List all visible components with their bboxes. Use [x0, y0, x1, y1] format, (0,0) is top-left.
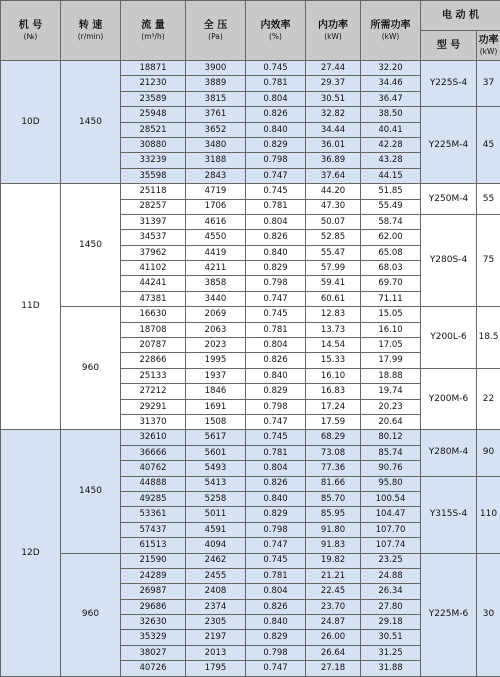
- required-power-cell: 18.88: [361, 368, 421, 383]
- table-row: [1, 307, 500, 322]
- inner-efficiency-cell: 0.798: [246, 522, 306, 537]
- required-power-cell: 55.49: [361, 199, 421, 214]
- required-power-cell: 80.12: [361, 430, 421, 445]
- inner-power-cell: 44.20: [306, 184, 361, 199]
- inner-power-cell: 68.29: [306, 430, 361, 445]
- inner-efficiency-cell: 0.745: [246, 184, 306, 199]
- inner-efficiency-cell: 0.781: [246, 568, 306, 583]
- inner-power-cell: 30.51: [306, 91, 361, 106]
- motor-model-cell: Y225S-4: [421, 61, 477, 107]
- pressure-cell: 5258: [186, 491, 246, 506]
- speed-cell: 1450: [61, 61, 121, 184]
- required-power-cell: 20.64: [361, 414, 421, 429]
- inner-efficiency-cell: 0.745: [246, 553, 306, 568]
- required-power-cell: 69.70: [361, 276, 421, 291]
- required-power-cell: 42.28: [361, 137, 421, 152]
- inner-power-cell: 24.87: [306, 615, 361, 630]
- required-power-cell: 51.85: [361, 184, 421, 199]
- inner-power-cell: 85.70: [306, 491, 361, 506]
- inner-efficiency-cell: 0.781: [246, 199, 306, 214]
- required-power-cell: 34.46: [361, 76, 421, 91]
- motor-power-cell: 110: [477, 476, 500, 553]
- required-power-cell: 43.28: [361, 153, 421, 168]
- pressure-cell: 2843: [186, 168, 246, 183]
- inner-efficiency-cell: 0.840: [246, 245, 306, 260]
- inner-efficiency-cell: 0.826: [246, 599, 306, 614]
- header-flow: 流 量 (m³/h): [121, 1, 186, 61]
- required-power-cell: 40.41: [361, 122, 421, 137]
- header-inner-efficiency: 内效率 (%): [246, 1, 306, 61]
- pressure-cell: 3858: [186, 276, 246, 291]
- inner-efficiency-cell: 0.798: [246, 399, 306, 414]
- inner-efficiency-cell: 0.781: [246, 445, 306, 460]
- inner-power-cell: 29.37: [306, 76, 361, 91]
- required-power-cell: 44.15: [361, 168, 421, 183]
- inner-power-cell: 91.80: [306, 522, 361, 537]
- required-power-cell: 85.74: [361, 445, 421, 460]
- motor-model-cell: Y250M-4: [421, 184, 477, 215]
- motor-power-cell: 37: [477, 61, 500, 107]
- inner-efficiency-cell: 0.798: [246, 276, 306, 291]
- pressure-cell: 4719: [186, 184, 246, 199]
- flow-cell: 28521: [121, 122, 186, 137]
- pressure-cell: 3889: [186, 76, 246, 91]
- required-power-cell: 38.50: [361, 107, 421, 122]
- flow-cell: 40762: [121, 461, 186, 476]
- inner-efficiency-cell: 0.745: [246, 61, 306, 76]
- header-motor: 电 动 机: [421, 1, 500, 31]
- inner-efficiency-cell: 0.804: [246, 584, 306, 599]
- flow-cell: 24289: [121, 568, 186, 583]
- required-power-cell: 27.80: [361, 599, 421, 614]
- flow-cell: 27212: [121, 384, 186, 399]
- pressure-cell: 4419: [186, 245, 246, 260]
- inner-efficiency-cell: 0.745: [246, 307, 306, 322]
- inner-efficiency-cell: 0.747: [246, 414, 306, 429]
- required-power-cell: 29.18: [361, 615, 421, 630]
- inner-efficiency-cell: 0.840: [246, 368, 306, 383]
- inner-efficiency-cell: 0.826: [246, 476, 306, 491]
- inner-power-cell: 36.89: [306, 153, 361, 168]
- inner-efficiency-cell: 0.745: [246, 430, 306, 445]
- inner-power-cell: 73.08: [306, 445, 361, 460]
- inner-power-cell: 27.44: [306, 61, 361, 76]
- pressure-cell: 3761: [186, 107, 246, 122]
- flow-cell: 18708: [121, 322, 186, 337]
- pressure-cell: 5413: [186, 476, 246, 491]
- flow-cell: 21230: [121, 76, 186, 91]
- inner-power-cell: 37.64: [306, 168, 361, 183]
- flow-cell: 49285: [121, 491, 186, 506]
- required-power-cell: 95.80: [361, 476, 421, 491]
- pressure-cell: 3900: [186, 61, 246, 76]
- inner-efficiency-cell: 0.826: [246, 353, 306, 368]
- motor-power-cell: 30: [477, 553, 500, 676]
- inner-efficiency-cell: 0.829: [246, 137, 306, 152]
- header-motor-power: 功率 (kW): [477, 31, 500, 61]
- flow-cell: 37962: [121, 245, 186, 260]
- flow-cell: 36666: [121, 445, 186, 460]
- speed-cell: 1450: [61, 184, 121, 307]
- inner-power-cell: 55.47: [306, 245, 361, 260]
- required-power-cell: 90.76: [361, 461, 421, 476]
- inner-power-cell: 77.36: [306, 461, 361, 476]
- required-power-cell: 15.05: [361, 307, 421, 322]
- required-power-cell: 17.05: [361, 338, 421, 353]
- inner-power-cell: 59.41: [306, 276, 361, 291]
- inner-efficiency-cell: 0.826: [246, 107, 306, 122]
- header-inner-power: 内功率 (kW): [306, 1, 361, 61]
- inner-power-cell: 57.99: [306, 261, 361, 276]
- speed-cell: 960: [61, 553, 121, 676]
- pressure-cell: 1508: [186, 414, 246, 429]
- flow-cell: 47381: [121, 291, 186, 306]
- motor-model-cell: Y315S-4: [421, 476, 477, 553]
- pressure-cell: 1846: [186, 384, 246, 399]
- inner-efficiency-cell: 0.747: [246, 291, 306, 306]
- pressure-cell: 4591: [186, 522, 246, 537]
- inner-power-cell: 15.33: [306, 353, 361, 368]
- flow-cell: 38027: [121, 645, 186, 660]
- pressure-cell: 3188: [186, 153, 246, 168]
- required-power-cell: 36.47: [361, 91, 421, 106]
- flow-cell: 18871: [121, 61, 186, 76]
- inner-power-cell: 12.83: [306, 307, 361, 322]
- flow-cell: 33239: [121, 153, 186, 168]
- flow-cell: 41102: [121, 261, 186, 276]
- inner-efficiency-cell: 0.747: [246, 538, 306, 553]
- flow-cell: 53361: [121, 507, 186, 522]
- speed-cell: 960: [61, 307, 121, 430]
- inner-power-cell: 27.18: [306, 661, 361, 676]
- required-power-cell: 17.99: [361, 353, 421, 368]
- flow-cell: 25118: [121, 184, 186, 199]
- required-power-cell: 68.03: [361, 261, 421, 276]
- pressure-cell: 4616: [186, 214, 246, 229]
- inner-power-cell: 26.00: [306, 630, 361, 645]
- pressure-cell: 5011: [186, 507, 246, 522]
- model-no-cell: 10D: [1, 61, 61, 184]
- flow-cell: 31397: [121, 214, 186, 229]
- flow-cell: 16630: [121, 307, 186, 322]
- inner-efficiency-cell: 0.781: [246, 76, 306, 91]
- motor-power-cell: 90: [477, 430, 500, 476]
- required-power-cell: 107.74: [361, 538, 421, 553]
- inner-power-cell: 22.45: [306, 584, 361, 599]
- model-no-cell: 11D: [1, 184, 61, 430]
- pressure-cell: 5617: [186, 430, 246, 445]
- inner-power-cell: 26.64: [306, 645, 361, 660]
- pressure-cell: 4211: [186, 261, 246, 276]
- inner-efficiency-cell: 0.829: [246, 507, 306, 522]
- inner-efficiency-cell: 0.840: [246, 122, 306, 137]
- pressure-cell: 2013: [186, 645, 246, 660]
- inner-efficiency-cell: 0.804: [246, 214, 306, 229]
- flow-cell: 21590: [121, 553, 186, 568]
- motor-model-cell: Y280S-4: [421, 214, 477, 306]
- header-motor-model: 型 号: [421, 31, 477, 61]
- required-power-cell: 71.11: [361, 291, 421, 306]
- pressure-cell: 3480: [186, 137, 246, 152]
- flow-cell: 22866: [121, 353, 186, 368]
- pressure-cell: 2374: [186, 599, 246, 614]
- table-row: [1, 430, 500, 445]
- required-power-cell: 26.34: [361, 584, 421, 599]
- pressure-cell: 1995: [186, 353, 246, 368]
- inner-power-cell: 17.24: [306, 399, 361, 414]
- inner-efficiency-cell: 0.840: [246, 615, 306, 630]
- inner-power-cell: 81.66: [306, 476, 361, 491]
- pressure-cell: 2455: [186, 568, 246, 583]
- required-power-cell: 19.74: [361, 384, 421, 399]
- inner-efficiency-cell: 0.781: [246, 322, 306, 337]
- pressure-cell: 2069: [186, 307, 246, 322]
- inner-efficiency-cell: 0.829: [246, 630, 306, 645]
- flow-cell: 35598: [121, 168, 186, 183]
- inner-power-cell: 47.30: [306, 199, 361, 214]
- inner-efficiency-cell: 0.826: [246, 230, 306, 245]
- motor-model-cell: Y200M-6: [421, 368, 477, 430]
- required-power-cell: 62.00: [361, 230, 421, 245]
- pressure-cell: 4550: [186, 230, 246, 245]
- pressure-cell: 4094: [186, 538, 246, 553]
- pressure-cell: 2197: [186, 630, 246, 645]
- required-power-cell: 31.88: [361, 661, 421, 676]
- motor-power-cell: 55: [477, 184, 500, 215]
- motor-model-cell: Y225M-4: [421, 107, 477, 184]
- required-power-cell: 23.25: [361, 553, 421, 568]
- required-power-cell: 20.23: [361, 399, 421, 414]
- flow-cell: 25133: [121, 368, 186, 383]
- flow-cell: 29686: [121, 599, 186, 614]
- pressure-cell: 1691: [186, 399, 246, 414]
- flow-cell: 40726: [121, 661, 186, 676]
- flow-cell: 32630: [121, 615, 186, 630]
- table-row: [1, 553, 500, 568]
- required-power-cell: 65.08: [361, 245, 421, 260]
- motor-power-cell: 18.5: [477, 307, 500, 369]
- flow-cell: 29291: [121, 399, 186, 414]
- pressure-cell: 2023: [186, 338, 246, 353]
- motor-power-cell: 45: [477, 107, 500, 184]
- inner-efficiency-cell: 0.747: [246, 168, 306, 183]
- flow-cell: 26987: [121, 584, 186, 599]
- inner-power-cell: 16.10: [306, 368, 361, 383]
- header-speed: 转 速 (r/min): [61, 1, 121, 61]
- required-power-cell: 31.25: [361, 645, 421, 660]
- pressure-cell: 3652: [186, 122, 246, 137]
- flow-cell: 61513: [121, 538, 186, 553]
- inner-efficiency-cell: 0.829: [246, 384, 306, 399]
- inner-power-cell: 91.83: [306, 538, 361, 553]
- required-power-cell: 100.54: [361, 491, 421, 506]
- header-pressure: 全 压 (Pa): [186, 1, 246, 61]
- flow-cell: 23589: [121, 91, 186, 106]
- inner-power-cell: 16.83: [306, 384, 361, 399]
- motor-power-cell: 22: [477, 368, 500, 430]
- pressure-cell: 1937: [186, 368, 246, 383]
- inner-power-cell: 32.82: [306, 107, 361, 122]
- inner-power-cell: 60.61: [306, 291, 361, 306]
- required-power-cell: 107.70: [361, 522, 421, 537]
- pressure-cell: 1706: [186, 199, 246, 214]
- flow-cell: 44888: [121, 476, 186, 491]
- header-model-no: 机 号 (№): [1, 1, 61, 61]
- inner-power-cell: 19.82: [306, 553, 361, 568]
- pressure-cell: 3815: [186, 91, 246, 106]
- speed-cell: 1450: [61, 430, 121, 553]
- inner-efficiency-cell: 0.804: [246, 461, 306, 476]
- required-power-cell: 104.47: [361, 507, 421, 522]
- header-required-power: 所需功率 (kW): [361, 1, 421, 61]
- motor-model-cell: Y200L-6: [421, 307, 477, 369]
- flow-cell: 57437: [121, 522, 186, 537]
- pressure-cell: 1795: [186, 661, 246, 676]
- pressure-cell: 2063: [186, 322, 246, 337]
- inner-power-cell: 13.73: [306, 322, 361, 337]
- required-power-cell: 58.74: [361, 214, 421, 229]
- inner-power-cell: 85.95: [306, 507, 361, 522]
- flow-cell: 31370: [121, 414, 186, 429]
- pressure-cell: 5601: [186, 445, 246, 460]
- inner-efficiency-cell: 0.747: [246, 661, 306, 676]
- flow-cell: 20787: [121, 338, 186, 353]
- pressure-cell: 5493: [186, 461, 246, 476]
- pressure-cell: 2305: [186, 615, 246, 630]
- table-row: [1, 61, 500, 76]
- motor-model-cell: Y225M-6: [421, 553, 477, 676]
- required-power-cell: 32.20: [361, 61, 421, 76]
- inner-efficiency-cell: 0.804: [246, 338, 306, 353]
- required-power-cell: 30.51: [361, 630, 421, 645]
- inner-efficiency-cell: 0.804: [246, 91, 306, 106]
- required-power-cell: 24.88: [361, 568, 421, 583]
- inner-efficiency-cell: 0.840: [246, 491, 306, 506]
- motor-power-cell: 75: [477, 214, 500, 306]
- inner-efficiency-cell: 0.798: [246, 153, 306, 168]
- inner-efficiency-cell: 0.798: [246, 645, 306, 660]
- inner-power-cell: 50.07: [306, 214, 361, 229]
- motor-model-cell: Y280M-4: [421, 430, 477, 476]
- inner-efficiency-cell: 0.829: [246, 261, 306, 276]
- inner-power-cell: 21.21: [306, 568, 361, 583]
- model-no-cell: 12D: [1, 430, 61, 676]
- table-body: [1, 61, 500, 677]
- inner-power-cell: 14.54: [306, 338, 361, 353]
- inner-power-cell: 23.70: [306, 599, 361, 614]
- flow-cell: 34537: [121, 230, 186, 245]
- inner-power-cell: 34.44: [306, 122, 361, 137]
- flow-cell: 28257: [121, 199, 186, 214]
- pressure-cell: 2408: [186, 584, 246, 599]
- inner-power-cell: 52.85: [306, 230, 361, 245]
- inner-power-cell: 36.01: [306, 137, 361, 152]
- table-row: [1, 184, 500, 199]
- flow-cell: 35329: [121, 630, 186, 645]
- pressure-cell: 3440: [186, 291, 246, 306]
- required-power-cell: 16.10: [361, 322, 421, 337]
- inner-power-cell: 17.59: [306, 414, 361, 429]
- flow-cell: 44241: [121, 276, 186, 291]
- flow-cell: 32610: [121, 430, 186, 445]
- flow-cell: 30880: [121, 137, 186, 152]
- pressure-cell: 2462: [186, 553, 246, 568]
- flow-cell: 25948: [121, 107, 186, 122]
